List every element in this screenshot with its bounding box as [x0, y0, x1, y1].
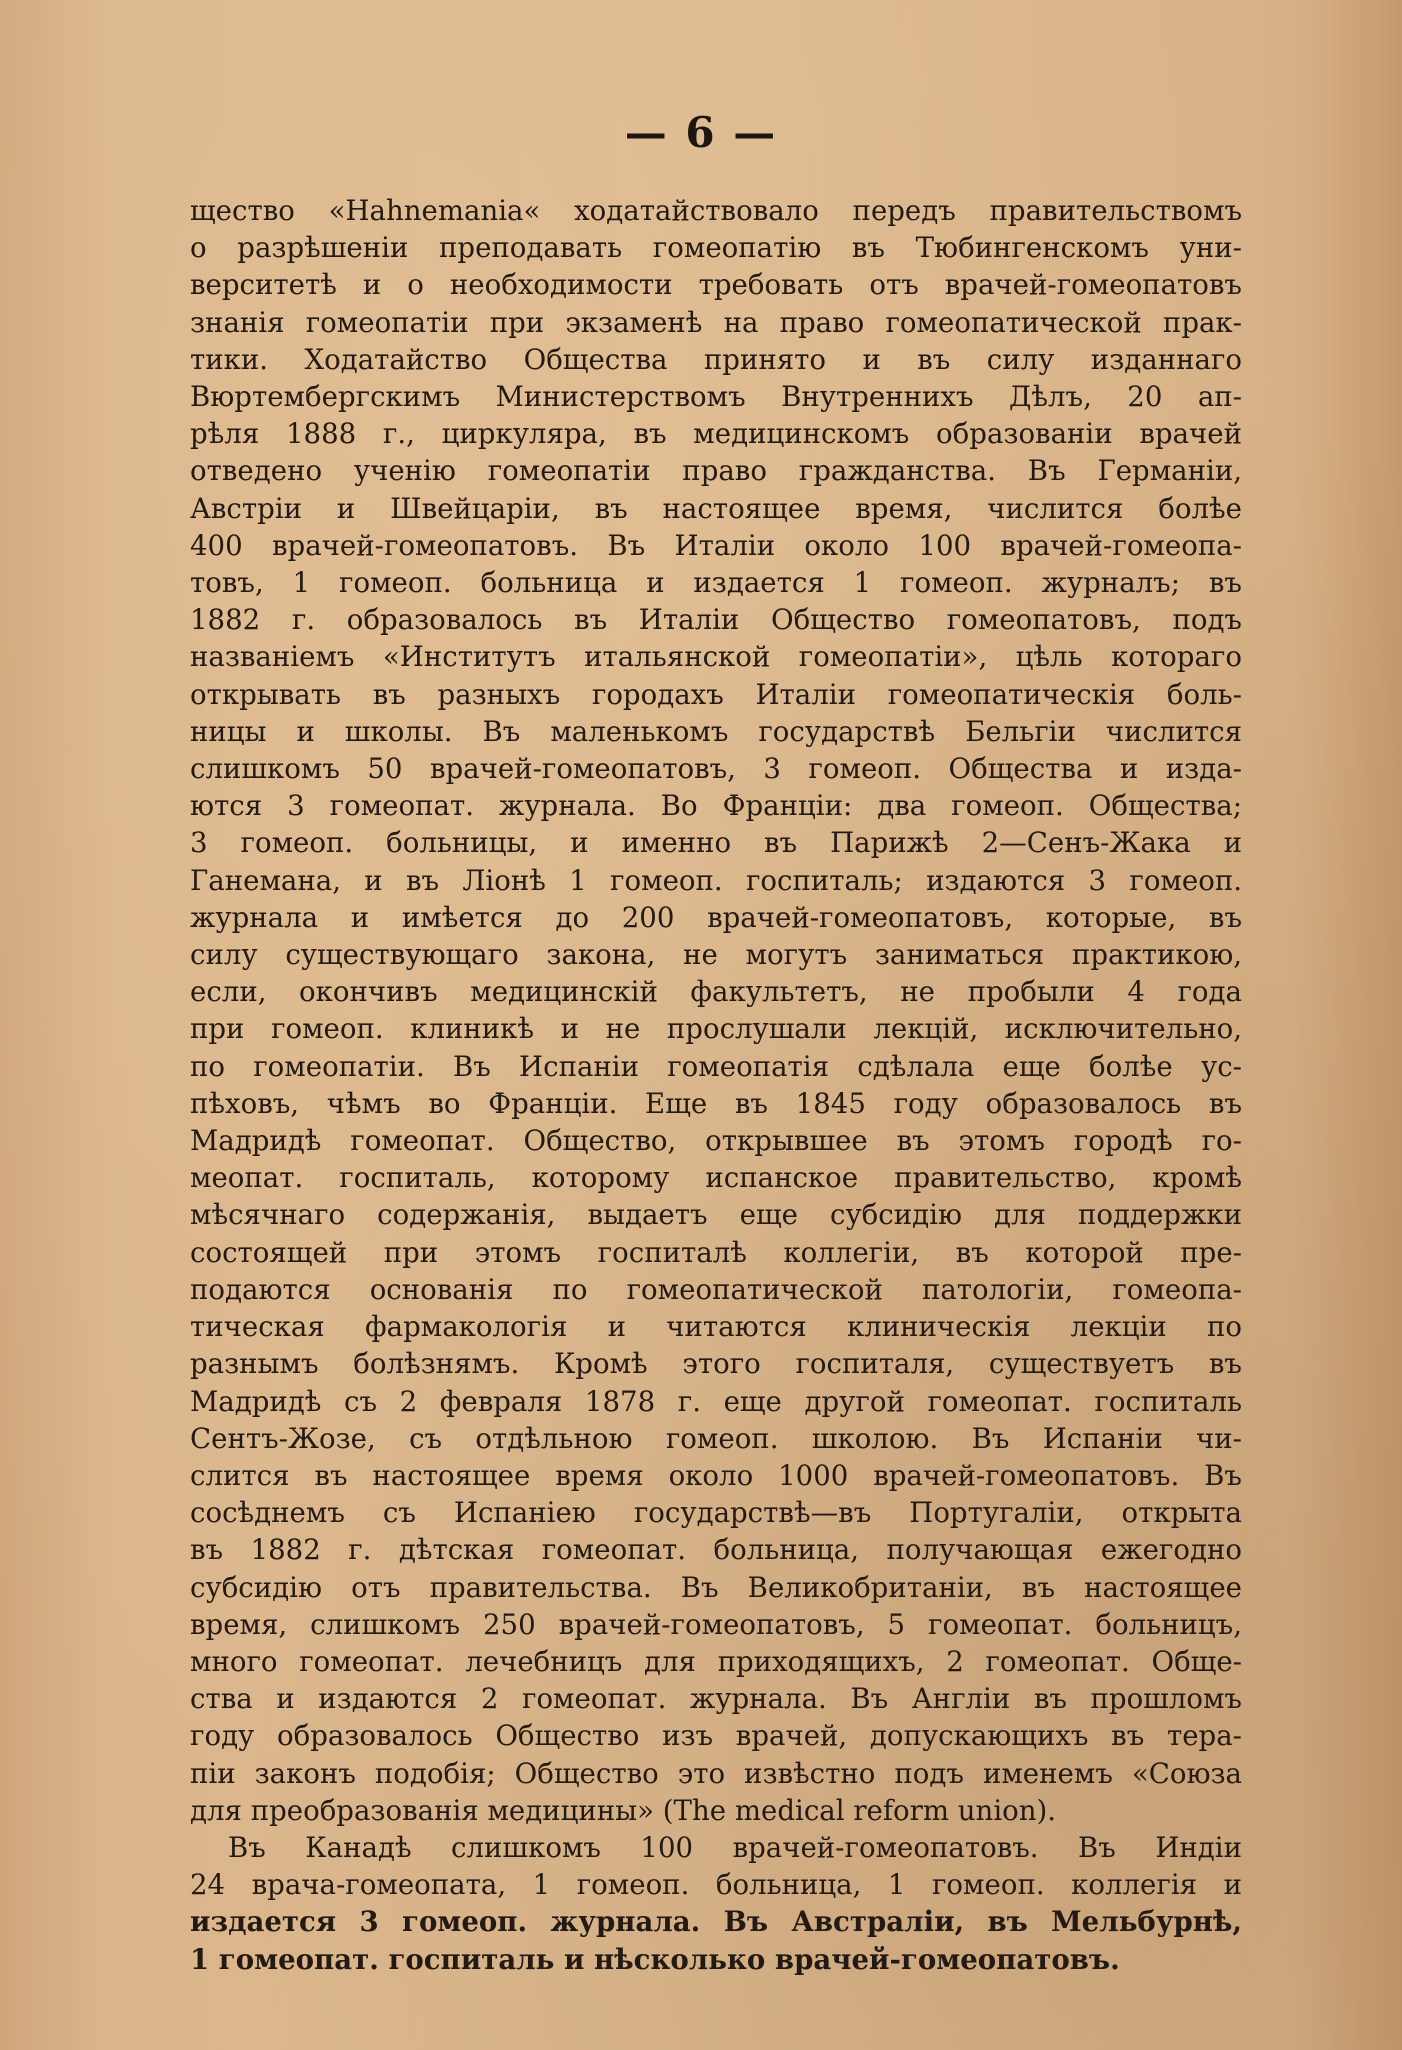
- paragraph-1: [190, 192, 1242, 1829]
- text-line: Въ Канадѣ слишкомъ 100 врачей-гомеопатовъ. Въ Индіи: [228, 1830, 1242, 1864]
- text-line: ются 3 гомеопат. журнала. Во Франціи: два гомеоп. Общества;: [190, 789, 1242, 823]
- page-number: — 6 —: [624, 108, 778, 157]
- text-line: подаются основанія по гомеопатической патологіи, гомеопа-: [190, 1272, 1242, 1306]
- text-line: Ганемана, и въ Ліонѣ 1 гомеоп. госпиталь; издаются 3 гомеоп.: [190, 863, 1242, 897]
- text-line: 1882 г. образовалось въ Италіи Общество гомеопатовъ, подъ: [190, 603, 1242, 637]
- text-line: товъ, 1 гомеоп. больница и издается 1 гомеоп. журналъ; въ: [190, 566, 1242, 600]
- text-line: 1 гомеопат. госпиталь и нѣсколько врачей-гомеопатовъ.: [190, 1942, 1120, 1976]
- text-line: силу существующаго закона, не могутъ заниматься практикою,: [190, 938, 1242, 972]
- text-line: отведено ученію гомеопатіи право гражданства. Въ Германіи,: [190, 454, 1242, 488]
- text-line: знанія гомеопатіи при экзаменѣ на право гомеопатической прак-: [190, 305, 1242, 339]
- text-line: 3 гомеоп. больницы, и именно въ Парижѣ 2—Сенъ-Жака и: [190, 826, 1242, 860]
- text-line: щество «Hahnemania« ходатайствовало передъ правительствомъ: [190, 194, 1242, 227]
- text-line: слишкомъ 50 врачей-гомеопатовъ, 3 гомеоп. Общества и изда-: [190, 752, 1242, 786]
- text-line: если, окончивъ медицинскій факультетъ, не пробыли 4 года: [190, 975, 1242, 1009]
- text-line: въ 1882 г. дѣтская гомеопат. больница, получающая ежегодно: [190, 1533, 1242, 1567]
- text-line: по гомеопатіи. Въ Испаніи гомеопатія сдѣлала еще болѣе ус-: [190, 1049, 1242, 1083]
- text-line: слится въ настоящее время около 1000 врачей-гомеопатовъ. Въ: [190, 1458, 1242, 1492]
- text-line: ства и издаются 2 гомеопат. журнала. Въ Англіи въ прошломъ: [190, 1682, 1242, 1716]
- text-line: сосѣднемъ съ Испаніею государствѣ—въ Португаліи, открыта: [190, 1496, 1242, 1530]
- text-line: Сентъ-Жозе, съ отдѣльною гомеоп. школою. Въ Испаніи чи-: [190, 1421, 1242, 1455]
- text-line: открывать въ разныхъ городахъ Италіи гомеопатическія боль-: [190, 677, 1242, 711]
- text-line: субсидію отъ правительства. Въ Великобританіи, въ настоящее: [190, 1570, 1242, 1604]
- text-line: издается 3 гомеоп. журнала. Въ Австраліи, въ Мельбурнѣ,: [190, 1905, 1242, 1939]
- text-line: тическая фармакологія и читаются клиническія лекціи по: [190, 1310, 1242, 1344]
- text-line: Вюртембергскимъ Министерствомъ Внутреннихъ Дѣлъ, 20 ап-: [190, 380, 1242, 414]
- text-line: году образовалось Общество изъ врачей, допускающихъ въ тера-: [190, 1719, 1242, 1753]
- text-line: Австріи и Швейцаріи, въ настоящее время, числится болѣе: [190, 491, 1242, 525]
- text-line: журнала и имѣется до 200 врачей-гомеопатовъ, которые, въ: [190, 900, 1242, 934]
- text-line: для преобразованія медицины» (The medical reform union).: [190, 1793, 1057, 1827]
- text-line: 24 врача-гомеопата, 1 гомеоп. больница, 1 гомеоп. коллегія и: [190, 1868, 1242, 1902]
- text-line: піи законъ подобія; Общество это извѣстно подъ именемъ «Союза: [190, 1756, 1242, 1790]
- text-line: время, слишкомъ 250 врачей-гомеопатовъ, 5 гомеопат. больницъ,: [190, 1607, 1242, 1641]
- text-line: состоящей при этомъ госпиталѣ коллегіи, въ которой пре-: [190, 1235, 1242, 1269]
- text-line: названіемъ «Институтъ итальянской гомеопатіи», цѣль котораго: [190, 640, 1242, 674]
- text-line: тики. Ходатайство Общества принято и въ силу изданнаго: [190, 342, 1242, 376]
- text-line: 400 врачей-гомеопатовъ. Въ Италіи около 100 врачей-гомеопа-: [190, 528, 1242, 562]
- text-line: Мадридѣ съ 2 февраля 1878 г. еще другой гомеопат. госпиталь: [190, 1384, 1242, 1418]
- text-line: рѣля 1888 г., циркуляра, въ медицинскомъ образованіи врачей: [190, 417, 1242, 451]
- text-line: мѣсячнаго содержанія, выдаетъ еще субсидію для поддержки: [190, 1198, 1242, 1232]
- text-line: разнымъ болѣзнямъ. Кромѣ этого госпиталя, существуетъ въ: [190, 1347, 1242, 1381]
- text-line: ницы и школы. Въ маленькомъ государствѣ Бельгіи числится: [190, 714, 1242, 748]
- text-line: верситетѣ и о необходимости требовать отъ врачей-гомеопатовъ: [190, 268, 1242, 302]
- body-text: [190, 192, 1242, 1978]
- paragraph-2: [190, 1829, 1242, 1978]
- text-line: Мадридѣ гомеопат. Общество, открывшее въ этомъ городѣ го-: [190, 1124, 1242, 1158]
- text-line: пѣховъ, чѣмъ во Франціи. Еще въ 1845 году образовалось въ: [190, 1086, 1242, 1120]
- text-line: о разрѣшеніи преподавать гомеопатію въ Тюбингенскомъ уни-: [190, 231, 1242, 265]
- text-line: при гомеоп. клиникѣ и не прослушали лекцій, исключительно,: [190, 1012, 1242, 1046]
- text-line: меопат. госпиталь, которому испанское правительство, кромѣ: [190, 1161, 1242, 1195]
- text-line: много гомеопат. лечебницъ для приходящихъ, 2 гомеопат. Обще-: [190, 1644, 1242, 1678]
